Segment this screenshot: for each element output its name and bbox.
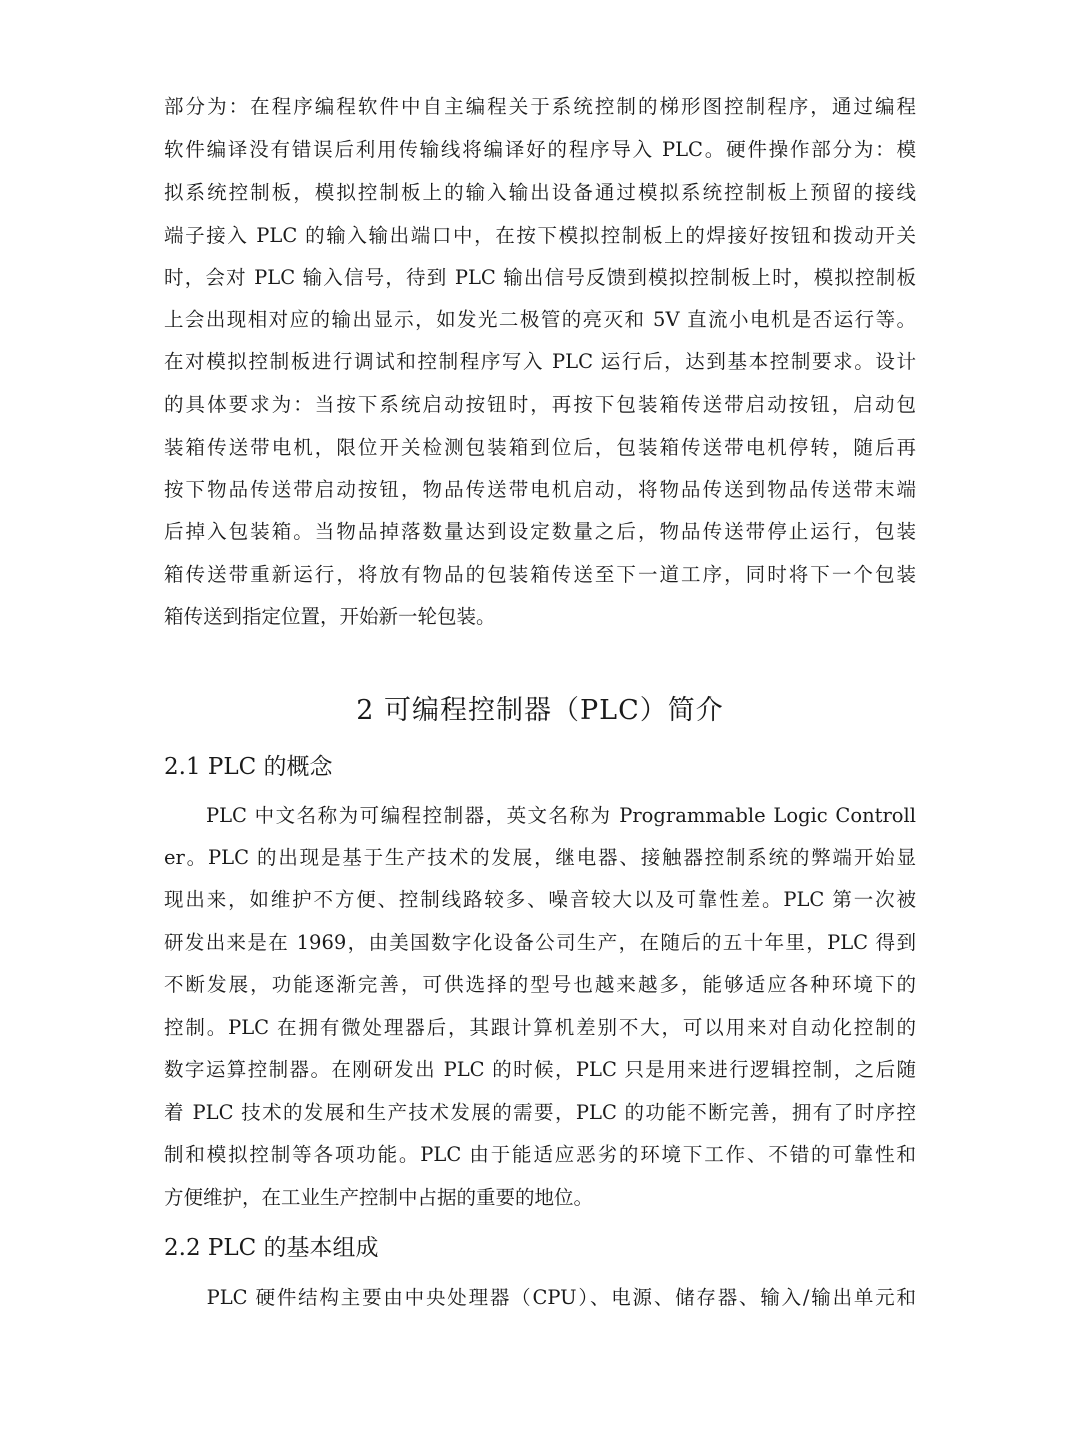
section-title-2-1: 2.1 PLC 的概念 — [164, 754, 333, 780]
paragraph-line: 着 PLC 技术的发展和生产技术发展的需要，PLC 的功能不断完善，拥有了时序控 — [164, 1101, 916, 1124]
paragraph-line: 按下物品传送带启动按钮，物品传送带电机启动，将物品传送到物品传送带末端 — [164, 478, 916, 501]
paragraph-line: 不断发展，功能逐渐完善，可供选择的型号也越来越多，能够适应各种环境下的 — [164, 973, 916, 996]
chapter-title: 2 可编程控制器（PLC）简介 — [356, 695, 724, 726]
paragraph-line: 数字运算控制器。在刚研发出 PLC 的时候，PLC 只是用来进行逻辑控制，之后随 — [164, 1058, 916, 1081]
paragraph-line: 研发出来是在 1969，由美国数字化设备公司生产，在随后的五十年里，PLC 得到 — [164, 931, 916, 954]
paragraph-line: 端子接入 PLC 的输入输出端口中，在按下模拟控制板上的焊接好按钮和拨动开关 — [164, 224, 916, 247]
paragraph-line: 上会出现相对应的输出显示，如发光二极管的亮灭和 5V 直流小电机是否运行等。 — [164, 308, 916, 331]
paragraph-line: PLC 硬件结构主要由中央处理器（CPU）、电源、储存器、输入/输出单元和 — [164, 1286, 916, 1309]
paragraph-line: 装箱传送带电机，限位开关检测包装箱到位后，包装箱传送带电机停转，随后再 — [164, 436, 916, 459]
section-title-2-2: 2.2 PLC 的基本组成 — [164, 1235, 379, 1261]
paragraph-line: 在对模拟控制板进行调试和控制程序写入 PLC 运行后，达到基本控制要求。设计 — [164, 350, 916, 373]
paragraph-line: 箱传送到指定位置，开始新一轮包装。 — [164, 605, 496, 628]
paragraph-line: 的具体要求为：当按下系统启动按钮时，再按下包装箱传送带启动按钮，启动包 — [164, 393, 916, 416]
paragraph-line: er。PLC 的出现是基于生产技术的发展，继电器、接触器控制系统的弊端开始显 — [164, 846, 916, 869]
paragraph-line: 现出来，如维护不方便、控制线路较多、噪音较大以及可靠性差。PLC 第一次被 — [164, 888, 916, 911]
paragraph-line: 方便维护，在工业生产控制中占据的重要的地位。 — [164, 1186, 594, 1209]
paragraph-line: 控制。PLC 在拥有微处理器后，其跟计算机差别不大，可以用来对自动化控制的 — [164, 1016, 916, 1039]
paragraph-line: 部分为：在程序编程软件中自主编程关于系统控制的梯形图控制程序，通过编程 — [164, 95, 916, 118]
paragraph-line: 箱传送带重新运行，将放有物品的包装箱传送至下一道工序，同时将下一个包装 — [164, 563, 916, 586]
paragraph-line: 软件编译没有错误后利用传输线将编译好的程序导入 PLC。硬件操作部分为：模 — [164, 138, 916, 161]
paragraph-line: 时，会对 PLC 输入信号，待到 PLC 输出信号反馈到模拟控制板上时，模拟控制板 — [164, 266, 916, 289]
paragraph-line: 拟系统控制板，模拟控制板上的输入输出设备通过模拟系统控制板上预留的接线 — [164, 181, 916, 204]
paragraph-line: 后掉入包装箱。当物品掉落数量达到设定数量之后，物品传送带停止运行，包装 — [164, 520, 916, 543]
paragraph-line: PLC 中文名称为可编程控制器，英文名称为 Programmable Logic Controll — [164, 804, 916, 827]
paragraph-line: 制和模拟控制等各项功能。PLC 由于能适应恶劣的环境下工作、不错的可靠性和 — [164, 1143, 916, 1166]
